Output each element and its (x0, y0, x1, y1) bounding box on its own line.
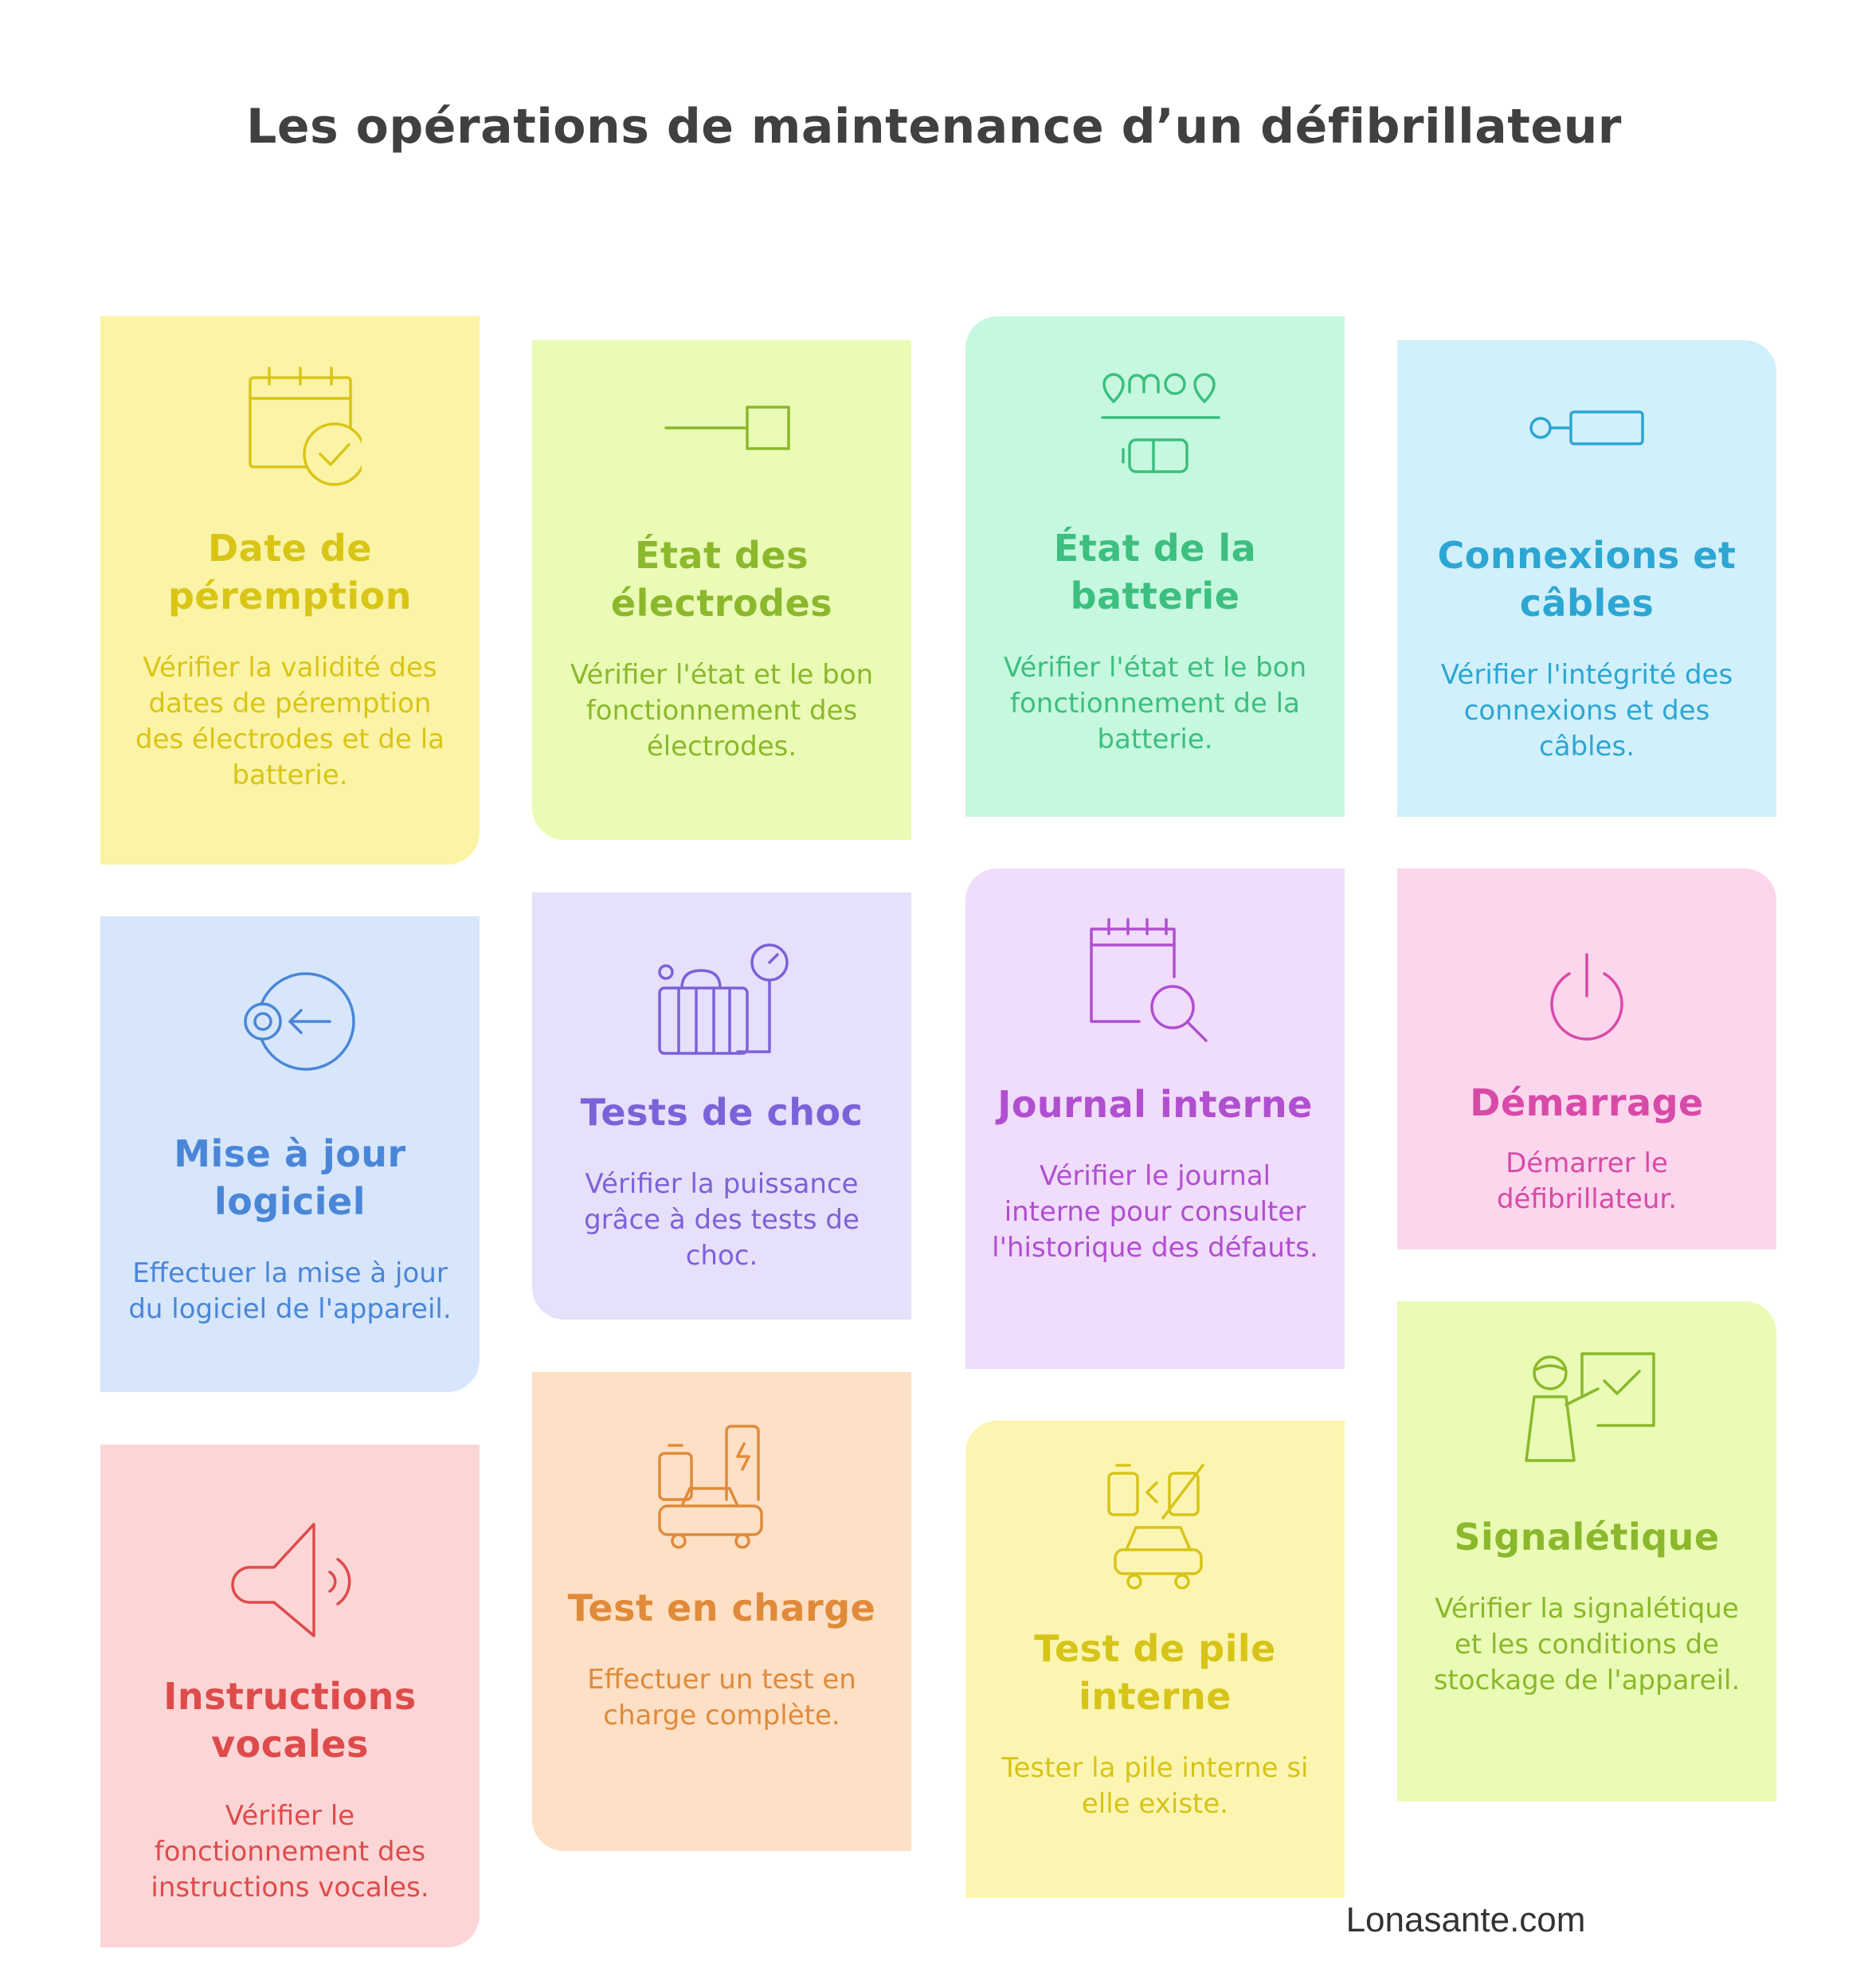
card-title: Date de péremption (168, 527, 412, 618)
card-test-pile-interne (965, 1421, 1345, 1898)
card-title: Démarrage (1470, 1081, 1704, 1124)
footer-watermark: Lonasante.com (1345, 1900, 1586, 1939)
card-title: État de la batterie (1053, 527, 1257, 618)
card-signaletique (1397, 1301, 1776, 1802)
ev-charging-icon (650, 1420, 793, 1563)
battery-status-icon (1083, 360, 1227, 504)
card-journal-interne (965, 869, 1345, 1369)
card-description: Vérifier le fonctionnement des instructions vocales. (151, 1800, 429, 1904)
speaker-icon (218, 1508, 362, 1652)
card-description: Effectuer un test en charge complète. (587, 1664, 856, 1731)
card-title: État des électrodes (610, 534, 833, 625)
card-title: Connexions et câbles (1437, 534, 1737, 625)
calendar-search-icon (1083, 916, 1227, 1060)
card-demarrage (1397, 869, 1776, 1249)
electrode-icon (650, 380, 793, 523)
card-etat-batterie (965, 316, 1345, 817)
shock-test-icon (650, 940, 793, 1084)
card-description: Vérifier l'intégrité des connexions et des câbles. (1440, 659, 1733, 763)
page-title: Les opérations de maintenance d’un défibrillateur (246, 99, 1622, 155)
card-connexions-cables (1397, 340, 1776, 817)
card-description: Démarrer le défibrillateur. (1496, 1147, 1678, 1215)
card-title: Signalétique (1454, 1516, 1720, 1559)
software-update-icon (218, 966, 362, 1109)
card-test-en-charge (532, 1372, 911, 1851)
calendar-check-icon (218, 360, 362, 504)
cable-connector-icon (1515, 380, 1658, 523)
card-description: Vérifier la puissance grâce à des tests de choc. (584, 1168, 860, 1272)
card-description: Vérifier l'état et le bon fonctionnement des électrodes. (570, 659, 874, 763)
card-etat-electrodes (532, 340, 911, 840)
card-mise-a-jour (100, 916, 480, 1392)
presenter-board-icon (1515, 1349, 1658, 1492)
card-description: Vérifier l'état et le bon fonctionnement de la batterie. (1003, 652, 1307, 755)
card-description: Vérifier le journal interne pour consulter l'historique des défauts. (992, 1160, 1318, 1264)
car-battery-icon (1083, 1461, 1227, 1604)
card-description: Vérifier la validité des dates de péremption des électrodes et de la batterie. (135, 652, 445, 791)
card-title: Mise à jour logiciel (174, 1132, 406, 1223)
card-title: Test de pile interne (1034, 1627, 1276, 1718)
power-icon (1515, 932, 1658, 1076)
card-title: Tests de choc (580, 1091, 864, 1134)
card-title: Instructions vocales (163, 1675, 417, 1766)
card-title: Test en charge (567, 1586, 876, 1629)
card-description: Effectuer la mise à jour du logiciel de l'appareil. (128, 1257, 452, 1325)
card-date-peremption (100, 316, 480, 865)
card-title: Journal interne (997, 1083, 1313, 1126)
card-description: Tester la pile interne si elle existe. (1001, 1752, 1309, 1820)
card-description: Vérifier la signalétique et les conditions de stockage de l'appareil. (1433, 1593, 1741, 1696)
card-instructions-vocales (100, 1445, 480, 1947)
card-tests-choc (532, 892, 911, 1319)
